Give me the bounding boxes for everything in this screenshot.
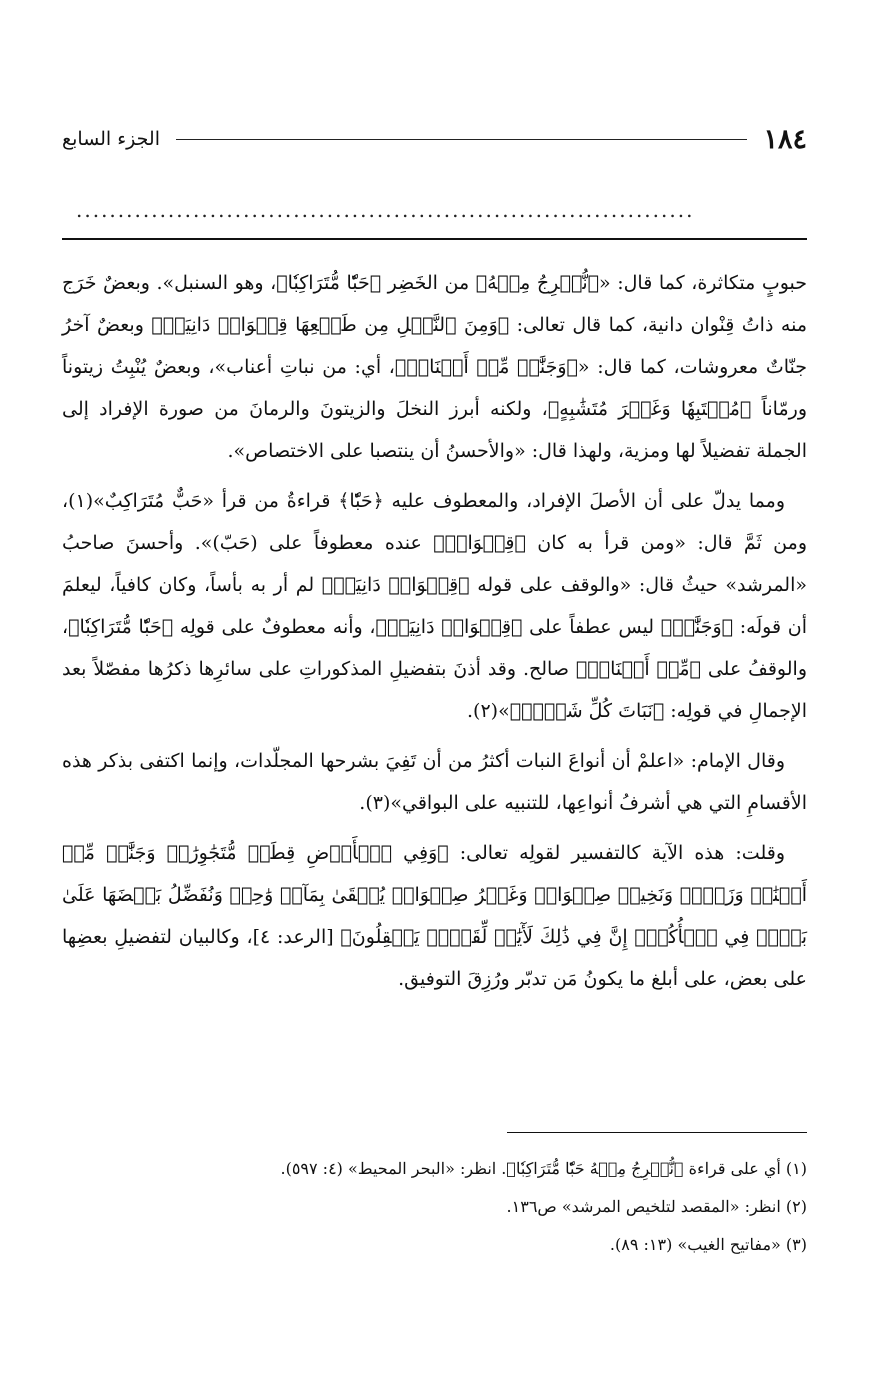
ellipsis-separator: ..........................................................................: [76, 200, 695, 220]
body-top-rule: [62, 238, 807, 240]
page-number: ١٨٤: [763, 123, 807, 155]
footnote-3: (٣) «مفاتيح الغيب» (١٣: ٨٩).: [609, 1235, 807, 1254]
paragraph-4: وقلت: هذه الآية كالتفسير لقولِه تعالى: ﴿وَفِي ٱلۡأَرۡضِ قِطَعٞ مُّتَجَٰوِرَٰتٞ وَجَنَّٰتٞ مِّنۡ أَعۡنَٰبٖ وَزَرۡعٞ وَنَخِيلٞ صِنۡوَانٞ وَغَيۡرُ صِنۡوَانٖ يُسۡقَىٰ بِمَآءٖ وَٰحِدٖ وَنُفَضِّلُ بَعۡضَهَا عَلَىٰ بَعۡضٖ فِي ٱلۡأُكُلِۚ إِنَّ فِي ذَٰلِكَ لَأٓيَٰتٖ لِّقَوۡمٖ يَعۡقِلُونَ﴾ [الرعد: ٤]، وكالبيان لتفضيلِ بعضِها على بعض، على أبلغ ما يكونُ مَن تدبّر ورُزِقَ التوفيق.: [62, 842, 807, 990]
paragraph-1: حبوبٍ متكاثرة، كما قال: «﴿نُّخۡرِجُ مِنۡهُ﴾ من الخَضِر ﴿حَبّٗا مُّتَرَاكِبٗا﴾، وهو السنبل». وبعضٌ خَرَج منه ذاتُ قِنْوان دانية، كما قال تعالى: ﴿وَمِنَ ٱلنَّخۡلِ مِن طَلۡعِهَا قِنۡوَانٞ دَانِيَةٞ﴾ وبعضٌ آخرُ جنّاتٌ معروشات، كما قال: «﴿وَجَنَّٰتٖ مِّنۡ أَعۡنَابٖ﴾، أي: من نباتِ أعناب»، وبعضٌ يُنْبِتُ زيتوناً ورمّاناً ﴿مُشۡتَبِهٗا وَغَيۡرَ مُتَشَٰبِهٍ﴾، ولكنه أبرز النخلَ والزيتونَ والرمانَ من صورة الإفراد إلى الجملة تفضيلاً لها ومزية، ولهذا قال: «والأحسنُ أن ينتصبا على الاختصاص».: [62, 272, 807, 462]
paragraph-2: ومما يدلّ على أن الأصلَ الإفراد، والمعطوف عليه ﴿حَبّٗا﴾ قراءةُ من قرأ «حَبٌّ مُتَرَاكِبٌ»(١)، ومن ثَمَّ قال: «ومن قرأ به كان ﴿قِنۡوَانٞ﴾ عنده معطوفاً على (حَبّ)». وأحسنَ صاحبُ «المرشد» حيثُ قال: «والوقف على قوله ﴿قِنۡوَانٞ دَانِيَةٞ﴾ لم أر به بأساً، وكان كافياً، ليعلمَ أن قولَه: ﴿وَجَنَّٰتٖ﴾ ليس عطفاً على ﴿قِنۡوَانٞ دَانِيَةٞ﴾، وأنه معطوفٌ على قولِه ﴿حَبّٗا مُّتَرَاكِبٗا﴾، والوقفُ على ﴿مِّنۡ أَعۡنَابٖ﴾ صالح. وقد أذنَ بتفضيلِ المذكوراتِ على سائرِها ذكرُها مفصّلاً بعد الإجمالِ في قولِه: ﴿نَبَاتَ كُلِّ شَيۡءٖ﴾»(٢).: [62, 490, 808, 722]
running-header: [62, 122, 807, 156]
footnote-1: (١) أي على قراءة ﴿نُّخۡرِجُ مِنۡهُ حَبّٗا مُّتَرَاكِبٗا﴾. انظر: «البحر المحيط» (٤: ٥٩٧).: [280, 1159, 807, 1178]
paragraph-3: وقال الإمام: «اعلمْ أن أنواعَ النبات أكثرُ من أن تَفِيَ بشرحها المجلّدات، وإنما اكتفى بذكر هذه الأقسامِ التي هي أشرفُ أنواعِها، للتنبيه على البواقي»(٣).: [62, 750, 807, 814]
footnote-2: (٢) انظر: «المقصد لتلخيص المرشد» ص١٣٦.: [506, 1197, 807, 1216]
section-title: الجزء السابع: [62, 128, 160, 150]
body-text: [62, 262, 807, 1008]
footnotes: [62, 1150, 807, 1264]
book-page: [62, 0, 807, 1393]
header-rule: [176, 139, 747, 140]
footnote-rule: [507, 1132, 807, 1133]
